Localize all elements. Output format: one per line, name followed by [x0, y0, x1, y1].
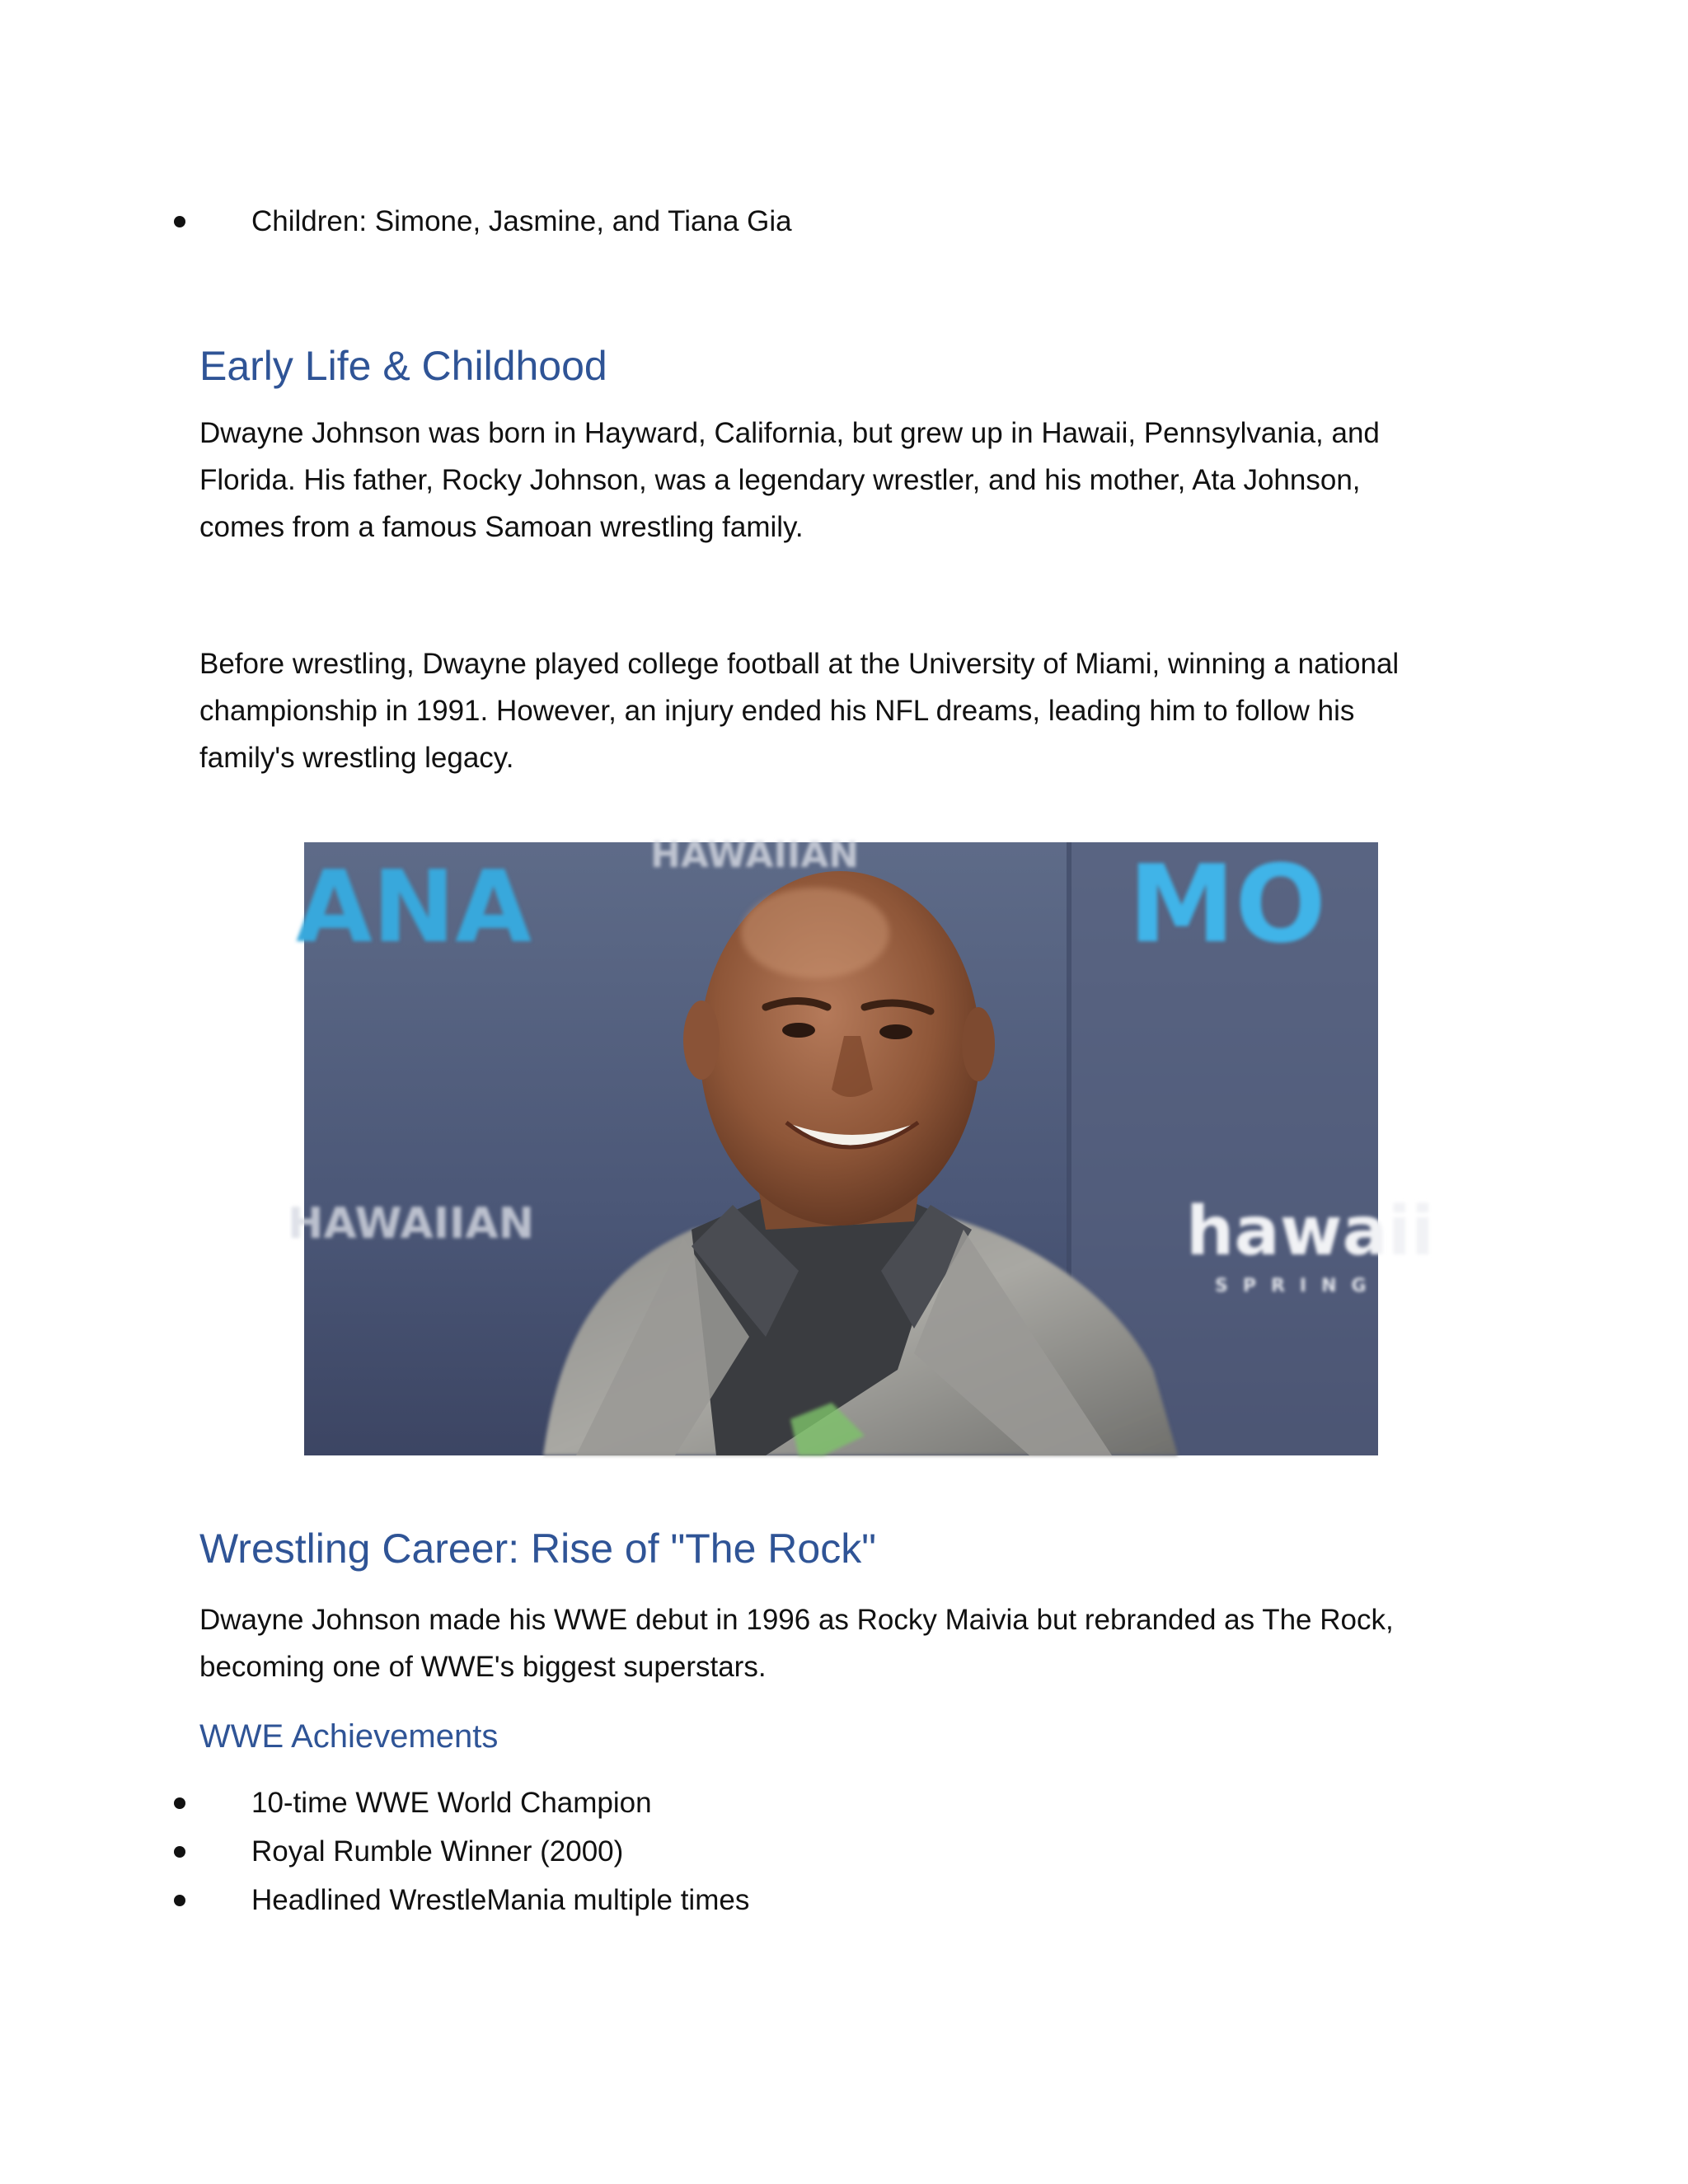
paragraph-line: Dwayne Johnson was born in Hayward, California, but grew up in Hawaii, Pennsylvania, and: [199, 417, 1380, 449]
list-item: [251, 1876, 749, 1924]
bullet-icon: [174, 216, 185, 227]
list-item: [251, 1779, 749, 1827]
early-life-paragraph-1: [199, 410, 1485, 551]
early-life-heading: Early Life & Childhood: [199, 343, 607, 389]
list-item: [251, 197, 792, 246]
achievements-list: [251, 1779, 749, 1924]
backdrop-text-right-sub: SPRING: [1215, 1276, 1381, 1296]
bullet-icon: [174, 1895, 185, 1906]
paragraph-line: comes from a famous Samoan wrestling family.: [199, 511, 804, 543]
children-list: [251, 197, 792, 246]
portrait-illustration: [288, 834, 1435, 1455]
bullet-icon: [174, 1797, 185, 1809]
bullet-icon: [174, 1846, 185, 1858]
backdrop-text-left-lower: HAWAIIAN: [288, 1199, 535, 1249]
paragraph-line: Dwayne Johnson made his WWE debut in 1996 as Rocky Maivia but rebranded as The Rock,: [199, 1604, 1394, 1636]
list-item: [251, 1827, 749, 1876]
paragraph-line: Florida. His father, Rocky Johnson, was a legendary wrestler, and his mother, Ata Johnson,: [199, 464, 1361, 496]
paragraph-line: becoming one of WWE's biggest superstars.: [199, 1651, 767, 1683]
paragraph-line: Before wrestling, Dwayne played college football at the University of Miami, winning a national: [199, 648, 1400, 680]
backdrop-text-left: ANA: [296, 851, 532, 965]
backdrop-text-right: MO: [1128, 841, 1326, 967]
paragraph-line: family's wrestling legacy.: [199, 742, 514, 774]
list-item-text: Headlined WrestleMania multiple times: [251, 1884, 750, 1916]
list-item-text: Children: Simone, Jasmine, and Tiana Gia: [251, 205, 792, 237]
career-paragraph: [199, 1596, 1485, 1690]
portrait-photo: [288, 834, 1435, 1455]
backdrop-text-top: HAWAIIAN: [650, 834, 860, 876]
paragraph-line: championship in 1991. However, an injury ended his NFL dreams, leading him to follow his: [199, 695, 1355, 727]
backdrop-text-right-lower: hawaii: [1186, 1193, 1435, 1271]
list-item-text: 10-time WWE World Champion: [251, 1787, 652, 1819]
list-item-text: Royal Rumble Winner (2000): [251, 1835, 624, 1868]
achievements-heading: WWE Achievements: [199, 1718, 499, 1755]
career-heading: Wrestling Career: Rise of "The Rock": [199, 1526, 876, 1572]
early-life-paragraph-2: [199, 640, 1485, 781]
